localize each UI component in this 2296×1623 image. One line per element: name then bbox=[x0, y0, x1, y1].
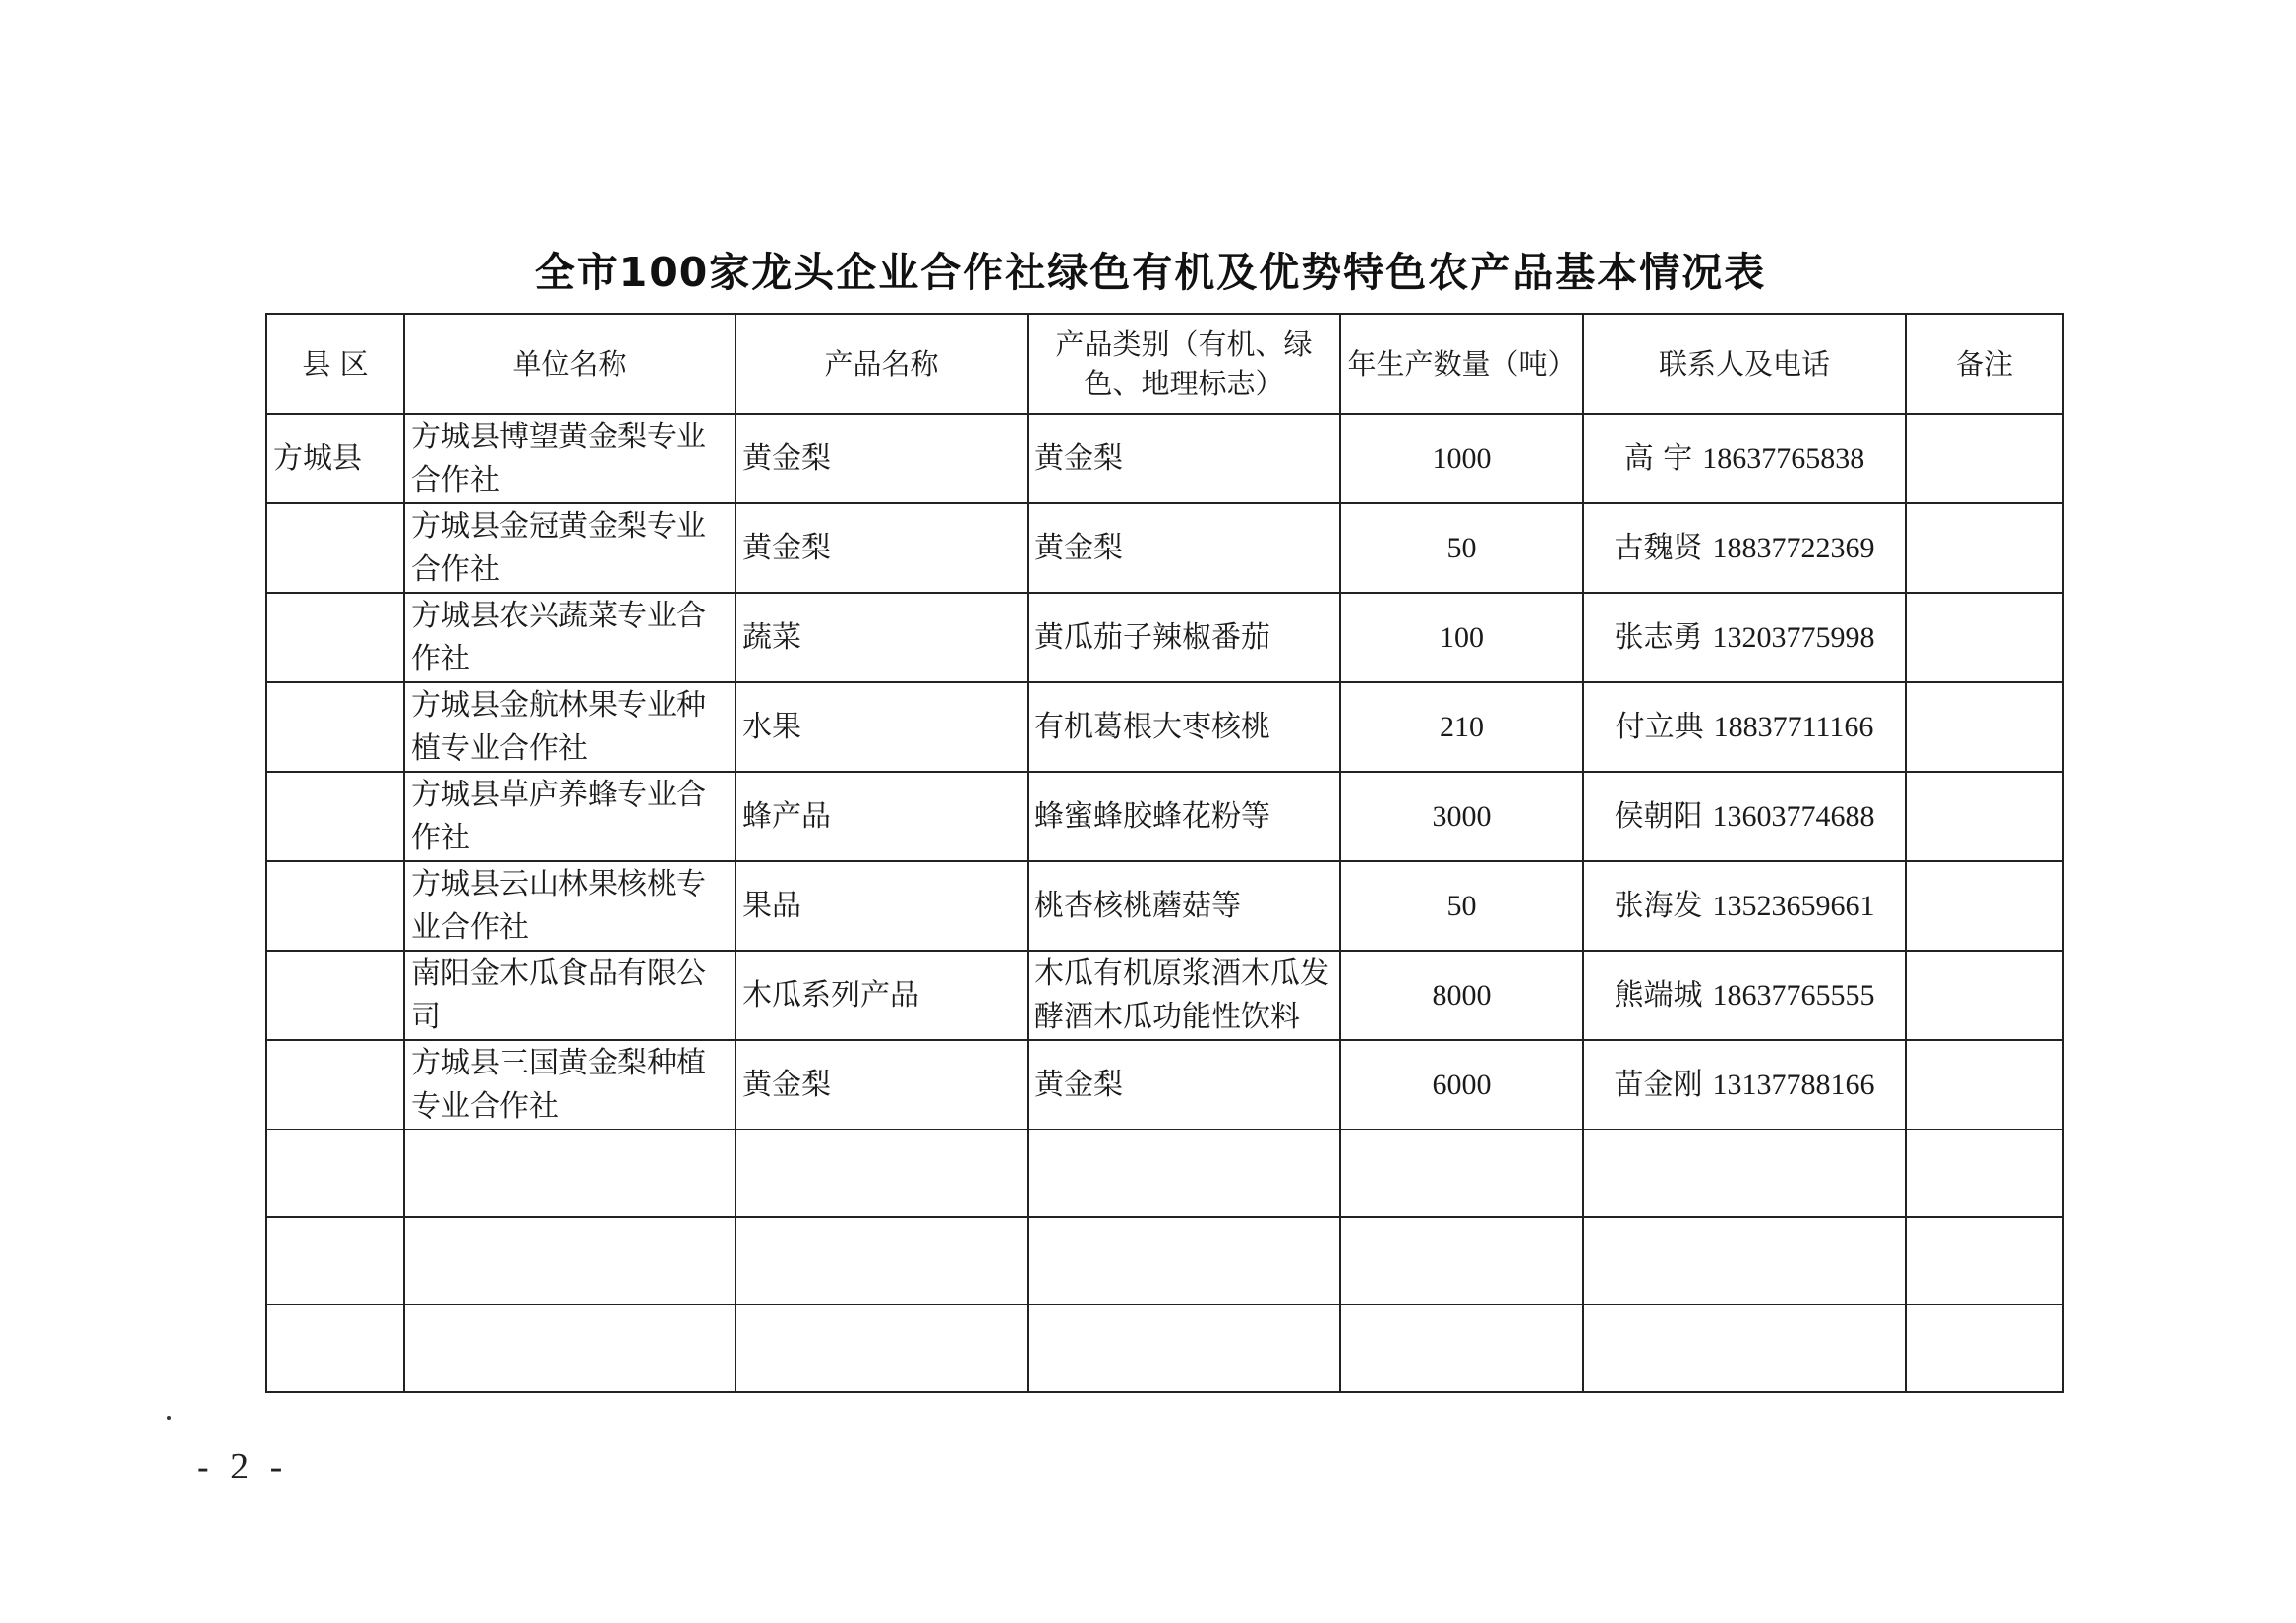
table-row bbox=[266, 1040, 2063, 1130]
cell-product: 蜂产品 bbox=[736, 772, 1028, 861]
cell-remark bbox=[1906, 593, 2063, 682]
table-row bbox=[266, 861, 2063, 951]
data-table bbox=[265, 313, 2064, 1393]
cell-quantity: 100 bbox=[1340, 593, 1583, 682]
page-title: 全市100家龙头企业合作社绿色有机及优势特色农产品基本情况表 bbox=[534, 249, 1767, 296]
empty-cell bbox=[1340, 1217, 1583, 1304]
cell-product: 水果 bbox=[736, 682, 1028, 772]
cell-unit: 南阳金木瓜食品有限公司 bbox=[404, 951, 736, 1040]
contact-phone: 13137788166 bbox=[1712, 1068, 1875, 1101]
contact-name: 付立典 bbox=[1615, 709, 1704, 744]
empty-cell bbox=[404, 1130, 736, 1217]
empty-cell bbox=[1906, 1130, 2063, 1217]
contact-name: 侯朝阳 bbox=[1614, 798, 1703, 834]
empty-cell bbox=[1340, 1130, 1583, 1217]
cell-quantity: 50 bbox=[1340, 503, 1583, 593]
cell-category: 有机葛根大枣核桃 bbox=[1028, 682, 1340, 772]
empty-cell bbox=[1028, 1130, 1340, 1217]
table-row bbox=[266, 503, 2063, 593]
scan-speck bbox=[167, 1416, 171, 1420]
cell-contact bbox=[1583, 1040, 1906, 1130]
cell-unit: 方城县草庐养蜂专业合作社 bbox=[404, 772, 736, 861]
cell-quantity: 50 bbox=[1340, 861, 1583, 951]
empty-cell bbox=[266, 1217, 404, 1304]
empty-cell bbox=[1906, 1304, 2063, 1392]
header-remark: 备注 bbox=[1906, 314, 2063, 414]
cell-county bbox=[266, 593, 404, 682]
contact-name: 苗金刚 bbox=[1614, 1067, 1703, 1102]
cell-unit: 方城县金航林果专业种植专业合作社 bbox=[404, 682, 736, 772]
cell-remark bbox=[1906, 414, 2063, 503]
cell-unit: 方城县博望黄金梨专业合作社 bbox=[404, 414, 736, 503]
empty-cell bbox=[1583, 1304, 1906, 1392]
table-row bbox=[266, 682, 2063, 772]
empty-row bbox=[266, 1217, 2063, 1304]
contact-name: 熊端城 bbox=[1614, 977, 1703, 1013]
cell-remark bbox=[1906, 682, 2063, 772]
cell-remark bbox=[1906, 1040, 2063, 1130]
cell-category: 黄金梨 bbox=[1028, 414, 1340, 503]
cell-contact bbox=[1583, 414, 1906, 503]
cell-contact bbox=[1583, 772, 1906, 861]
empty-cell bbox=[1583, 1217, 1906, 1304]
contact-phone: 13603774688 bbox=[1712, 799, 1875, 833]
empty-cell bbox=[266, 1304, 404, 1392]
empty-cell bbox=[1028, 1304, 1340, 1392]
empty-cell bbox=[404, 1304, 736, 1392]
empty-cell bbox=[736, 1217, 1028, 1304]
empty-cell bbox=[1028, 1217, 1340, 1304]
contact-name: 高 宇 bbox=[1623, 440, 1693, 476]
cell-product: 黄金梨 bbox=[736, 1040, 1028, 1130]
cell-product: 黄金梨 bbox=[736, 414, 1028, 503]
cell-quantity: 3000 bbox=[1340, 772, 1583, 861]
cell-category: 桃杏核桃蘑菇等 bbox=[1028, 861, 1340, 951]
empty-cell bbox=[1906, 1217, 2063, 1304]
cell-category: 木瓜有机原浆酒木瓜发酵酒木瓜功能性饮料 bbox=[1028, 951, 1340, 1040]
empty-cell bbox=[736, 1130, 1028, 1217]
contact-phone: 18837722369 bbox=[1712, 531, 1875, 564]
cell-unit: 方城县农兴蔬菜专业合作社 bbox=[404, 593, 736, 682]
empty-row bbox=[266, 1304, 2063, 1392]
cell-category: 黄瓜茄子辣椒番茄 bbox=[1028, 593, 1340, 682]
contact-phone: 13523659661 bbox=[1712, 889, 1875, 922]
contact-phone: 13203775998 bbox=[1712, 620, 1875, 654]
empty-cell bbox=[736, 1304, 1028, 1392]
cell-county bbox=[266, 861, 404, 951]
header-quantity: 年生产数量（吨） bbox=[1340, 314, 1583, 414]
empty-row bbox=[266, 1130, 2063, 1217]
cell-remark bbox=[1906, 503, 2063, 593]
empty-cell bbox=[404, 1217, 736, 1304]
cell-remark bbox=[1906, 772, 2063, 861]
contact-phone: 18837711166 bbox=[1713, 710, 1874, 743]
contact-phone: 18637765555 bbox=[1712, 978, 1875, 1012]
cell-quantity: 1000 bbox=[1340, 414, 1583, 503]
cell-unit: 方城县金冠黄金梨专业合作社 bbox=[404, 503, 736, 593]
empty-cell bbox=[266, 1130, 404, 1217]
header-product: 产品名称 bbox=[736, 314, 1028, 414]
cell-county bbox=[266, 951, 404, 1040]
cell-contact bbox=[1583, 682, 1906, 772]
cell-category: 黄金梨 bbox=[1028, 503, 1340, 593]
cell-product: 黄金梨 bbox=[736, 503, 1028, 593]
cell-contact bbox=[1583, 503, 1906, 593]
empty-cell bbox=[1583, 1130, 1906, 1217]
header-county: 县 区 bbox=[266, 314, 404, 414]
cell-county bbox=[266, 1040, 404, 1130]
cell-unit: 方城县云山林果核桃专业合作社 bbox=[404, 861, 736, 951]
cell-county: 方城县 bbox=[266, 414, 404, 503]
cell-product: 蔬菜 bbox=[736, 593, 1028, 682]
cell-contact bbox=[1583, 951, 1906, 1040]
header-contact: 联系人及电话 bbox=[1583, 314, 1906, 414]
header-row bbox=[266, 314, 2063, 414]
cell-contact bbox=[1583, 593, 1906, 682]
table-row bbox=[266, 414, 2063, 503]
cell-remark bbox=[1906, 951, 2063, 1040]
cell-product: 木瓜系列产品 bbox=[736, 951, 1028, 1040]
header-category: 产品类别（有机、绿色、地理标志） bbox=[1028, 314, 1340, 414]
table-row bbox=[266, 593, 2063, 682]
header-unit: 单位名称 bbox=[404, 314, 736, 414]
table-row bbox=[266, 951, 2063, 1040]
contact-name: 张志勇 bbox=[1614, 619, 1703, 655]
cell-remark bbox=[1906, 861, 2063, 951]
cell-quantity: 210 bbox=[1340, 682, 1583, 772]
cell-quantity: 6000 bbox=[1340, 1040, 1583, 1130]
cell-county bbox=[266, 503, 404, 593]
contact-name: 古魏贤 bbox=[1614, 530, 1703, 565]
cell-county bbox=[266, 772, 404, 861]
cell-contact bbox=[1583, 861, 1906, 951]
contact-name: 张海发 bbox=[1614, 888, 1703, 923]
cell-quantity: 8000 bbox=[1340, 951, 1583, 1040]
cell-category: 黄金梨 bbox=[1028, 1040, 1340, 1130]
page-number: - 2 - bbox=[197, 1446, 289, 1487]
table-row bbox=[266, 772, 2063, 861]
cell-unit: 方城县三国黄金梨种植专业合作社 bbox=[404, 1040, 736, 1130]
cell-category: 蜂蜜蜂胶蜂花粉等 bbox=[1028, 772, 1340, 861]
cell-product: 果品 bbox=[736, 861, 1028, 951]
cell-county bbox=[266, 682, 404, 772]
empty-cell bbox=[1340, 1304, 1583, 1392]
contact-phone: 18637765838 bbox=[1702, 441, 1865, 475]
